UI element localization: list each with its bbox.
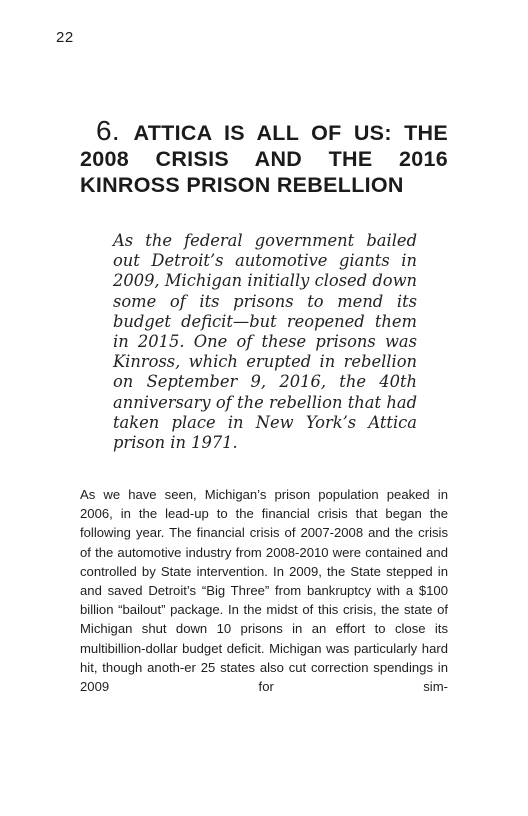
epigraph: As the federal government bailed out Detroit’s automotive giants in 2009, Michigan initially closed down some of its prisons to mend its budget deficit—but reopened them in 2015. One of these prisons was Kinross, which erupted in rebellion on September 9, 2016, the 40th anniversary of the rebellion that had taken place in New York’s Attica prison in 1971.: [113, 231, 417, 453]
chapter-heading: [80, 115, 449, 198]
page-number: 22: [56, 29, 74, 46]
chapter-number: 6.: [96, 115, 120, 146]
body-paragraph: As we have seen, Michigan’s prison population peaked in 2006, in the lead-up to the financial crisis that began the following year. The financial crisis of 2007-2008 and the crisis of the automotive industry from 2008-2010 were contained and controlled by State intervention. In 2009, the State stepped in and saved Detroit’s “Big Three” from bankruptcy with a $100 billion “bailout” package. In the midst of this crisis, the state of Michigan shut down 10 prisons in an effort to close its multibillion-dollar budget deficit. Michigan was particularly hard hit, though anoth-er 25 states also cut correction spendings in 2009 for sim-: [80, 487, 448, 695]
chapter-title: ATTICA IS ALL OF US: THE 2008 CRISIS AND THE 2016 KINROSS PRISON REBELLION: [80, 121, 449, 197]
